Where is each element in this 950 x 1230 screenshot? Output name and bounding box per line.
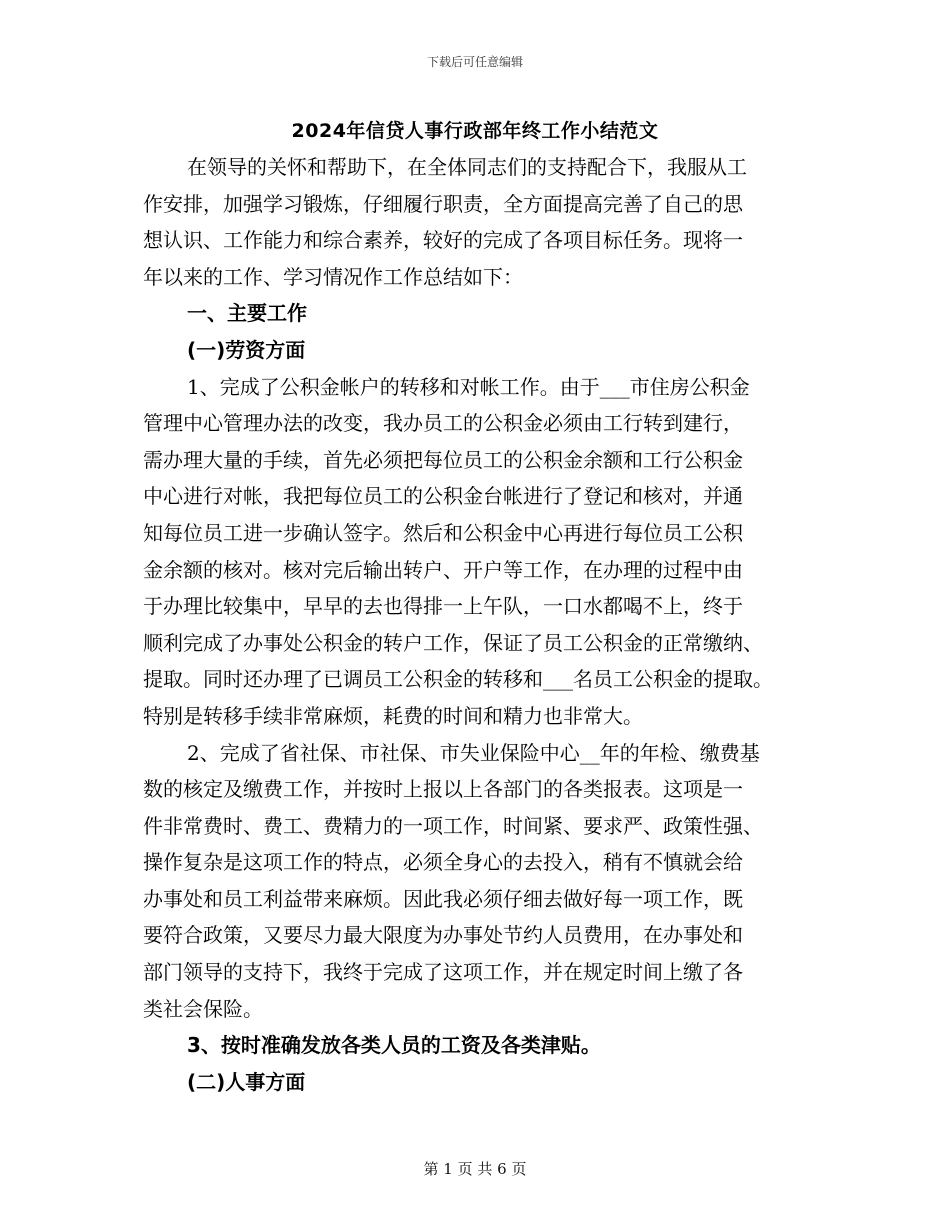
paragraph-line: 提取。同时还办理了已调员工公积金的转移和___名员工公积金的提取。 [143,667,773,692]
paragraph-line: 件非常费时、费工、费精力的一项工作，时间紧、要求严、政策性强、 [143,813,763,838]
paragraph-line: 需办理大量的手续，首先必须把每位员工的公积金余额和工行公积金 [143,447,743,472]
paragraph-line: 特别是转移手续非常麻烦，耗费的时间和精力也非常大。 [143,703,643,728]
paragraph-line: 操作复杂是这项工作的特点，必须全身心的去投入，稍有不慎就会给 [143,850,743,875]
paragraph-line: 在领导的关怀和帮助下，在全体同志们的支持配合下，我服从工 [187,155,747,179]
header-note: 下载后可任意编辑 [426,55,523,69]
paragraph-line: 类社会保险。 [143,996,263,1021]
paragraph-line: 办事处和员工利益带来麻烦。因此我必须仔细去做好每一项工作，既 [143,886,743,911]
paragraph-line: 作安排，加强学习锻炼，仔细履行职责，全方面提高完善了自己的思 [143,191,743,216]
paragraph-line: 中心进行对帐，我把每位员工的公积金台帐进行了登记和核对，并通 [143,484,743,509]
paragraph-line: 管理中心管理办法的改变，我办员工的公积金必须由工行转到建行， [143,411,743,436]
paragraph-line: 于办理比较集中，早早的去也得排一上午队，一口水都喝不上，终于 [143,594,743,619]
paragraph-line: 部门领导的支持下，我终于完成了这项工作，并在规定时间上缴了各 [143,960,743,985]
paragraph-line: 数的核定及缴费工作，并按时上报以上各部门的各类报表。这项是一 [143,777,743,802]
paragraph-line: 想认识、工作能力和综合素养，较好的完成了各项目标任务。现将一 [143,228,743,253]
section-heading: (一)劳资方面 [187,337,306,362]
paragraph-line: 金余额的核对。核对完后输出转户、开户等工作，在办理的过程中由 [143,557,743,582]
paragraph-line: 2、完成了省社保、市社保、市失业保险中心__年的年检、缴费基 [187,740,760,765]
section-heading: 3、按时准确发放各类人员的工资及各类津贴。 [187,1033,601,1058]
paragraph-line: 1、完成了公积金帐户的转移和对帐工作。由于___市住房公积金 [187,374,750,399]
paragraph-line: 知每位员工进一步确认签字。然后和公积金中心再进行每位员工公积 [143,520,743,545]
paragraph-line: 顺利完成了办事处公积金的转户工作，保证了员工公积金的正常缴纳、 [143,630,763,655]
document-title: 2024年信贷人事行政部年终工作小结范文 [291,120,659,142]
section-heading: (二)人事方面 [187,1069,306,1094]
paragraph-line: 要符合政策，又要尽力最大限度为办事处节约人员费用，在办事处和 [143,923,743,948]
paragraph-line: 年以来的工作、学习情况作工作总结如下： [143,264,523,289]
page-number-footer: 第 1 页 共 6 页 [423,1160,527,1178]
section-heading: 一、主要工作 [187,301,307,326]
body-text [143,149,823,1100]
